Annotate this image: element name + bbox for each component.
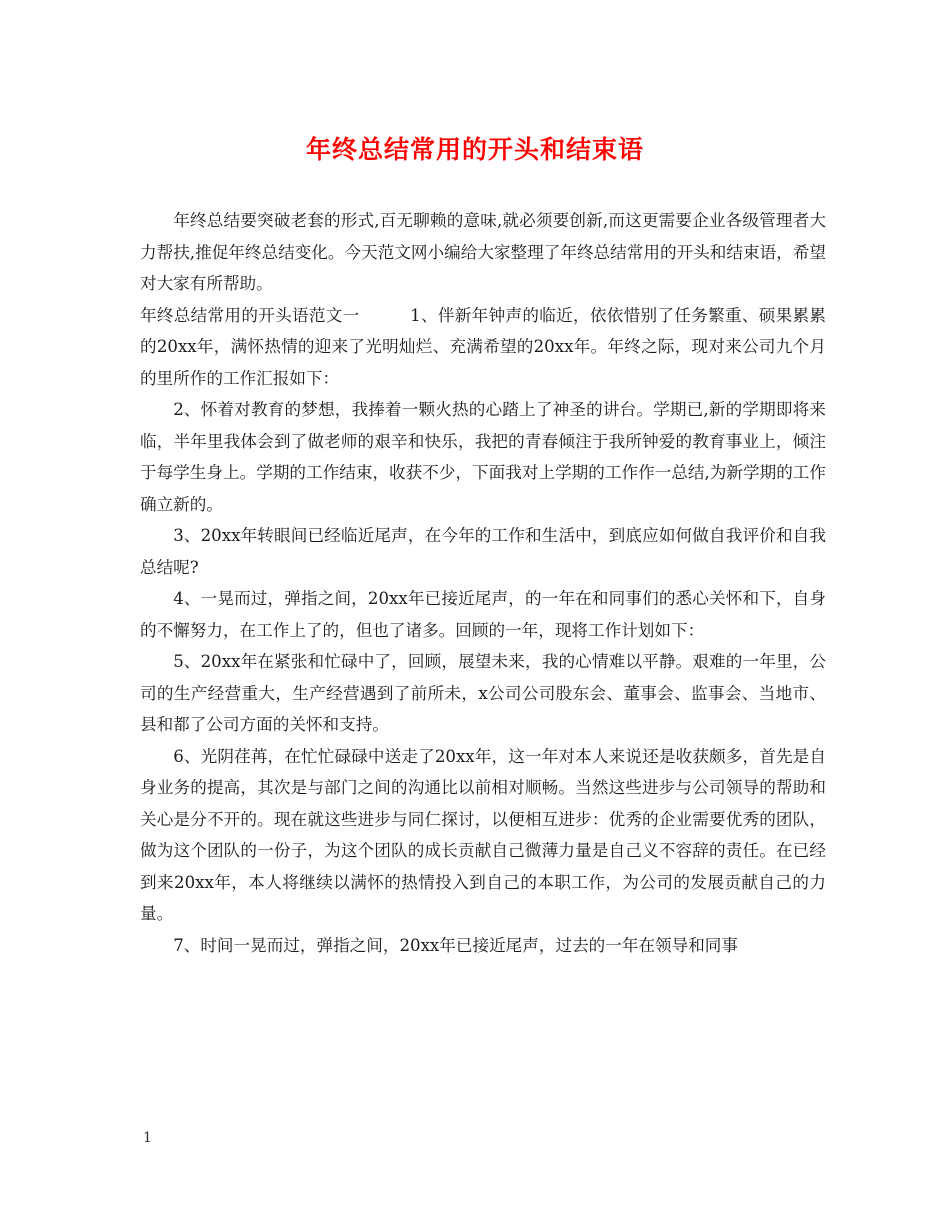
- page-number: 1: [143, 1130, 152, 1146]
- paragraph-item-3: 3、20xx年转眼间已经临近尾声，在今年的工作和生活中，到底应如何做自我评价和自我总结呢?: [140, 526, 826, 577]
- paragraph-item-6: 6、光阴荏苒，在忙忙碌碌中送走了20xx年，这一年对本人来说还是收获颇多，首先是自身业务的提高，其次是与部门之间的沟通比以前相对顺畅。当然这些进步与公司领导的帮助和关心是分不开的。现在就这些进步与同仁探讨，以便相互进步：优秀的企业需要优秀的团队，做为这个团队的一份子，为这个团队的成长贡献自己微薄力量是自己义不容辞的责任。在已经到来20xx年，本人将继续以满怀的热情投入到自己的本职工作，为公司的发展贡献自己的力量。: [140, 746, 826, 923]
- paragraph-item-5: 5、20xx年在紧张和忙碌中了，回顾，展望未来，我的心情难以平静。艰难的一年里，公司的生产经营重大，生产经营遇到了前所未，x公司公司股东会、董事会、监事会、当地市、县和都了公司方面的关怀和支持。: [140, 652, 826, 734]
- paragraph-intro: 年终总结要突破老套的形式,百无聊赖的意味,就必须要创新,而这更需要企业各级管理者大力帮扶,推促年终总结变化。今天范文网小编给大家整理了年终总结常用的开头和结束语，希望对大家有所帮助。: [140, 211, 826, 293]
- document-title: 年终总结常用的开头和结束语: [305, 135, 644, 164]
- paragraph-opening-sample-1: 年终总结常用的开头语范文一 1、伴新年钟声的临近，依依惜别了任务繁重、硕果累累的20xx年，满怀热情的迎来了光明灿烂、充满希望的20xx年。年终之际，现对来公司九个月的里所作的工作汇报如下：: [140, 305, 826, 388]
- paragraph-item-2: 2、怀着对教育的梦想，我捧着一颗火热的心踏上了神圣的讲台。学期已,新的学期即将来临，半年里我体会到了做老师的艰辛和快乐，我把的青春倾注于我所钟爱的教育事业上，倾注于每学生身上。学期的工作结束，收获不少，下面我对上学期的工作作一总结,为新学期的工作确立新的。: [140, 400, 826, 514]
- paragraph-item-7: 7、时间一晃而过，弹指之间，20xx年已接近尾声，过去的一年在领导和同事: [173, 935, 738, 955]
- paragraph-item-4: 4、一晃而过，弹指之间，20xx年已接近尾声，的一年在和同事们的悉心关怀和下，自身的不懈努力，在工作上了的，但也了诸多。回顾的一年，现将工作计划如下：: [140, 589, 826, 640]
- document-body: [140, 205, 826, 961]
